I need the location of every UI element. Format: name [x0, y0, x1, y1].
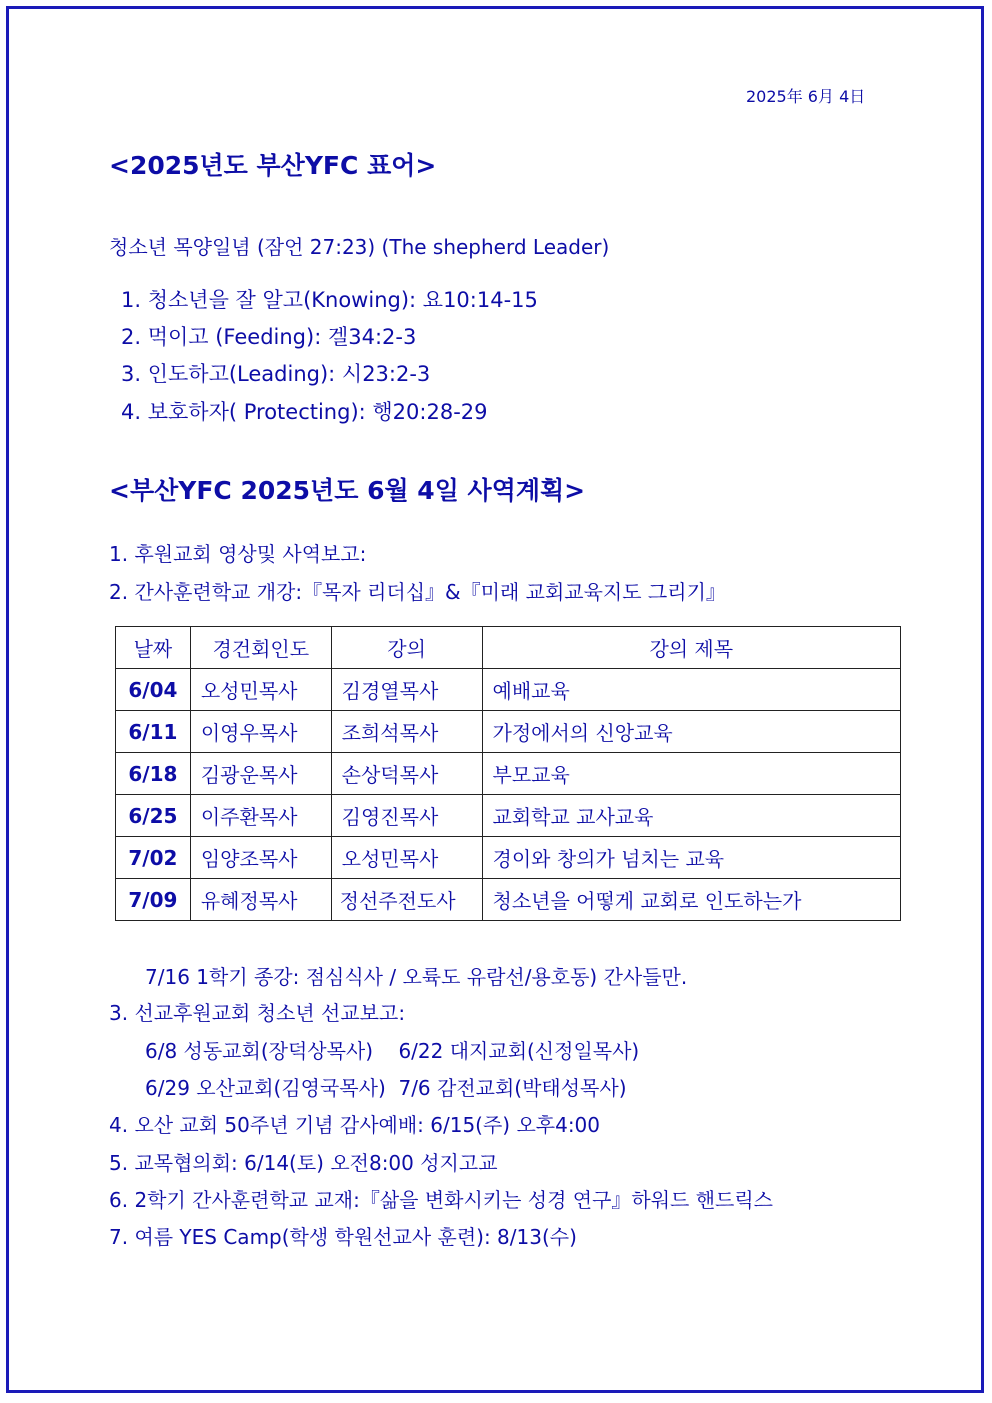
plan-item-7: 7. 여름 YES Camp(학생 학원선교사 훈련): 8/13(수) — [109, 1225, 577, 1249]
row-date: 6/11 — [116, 711, 191, 753]
motto-item-2: 2. 먹이고 (Feeding): 겔34:2-3 — [121, 325, 417, 349]
header-date: 날짜 — [116, 627, 191, 669]
header-lecturer: 강의 — [331, 627, 482, 669]
table-row — [116, 669, 901, 711]
table-header-row — [116, 627, 901, 669]
row-lecturer: 오성민목사 — [331, 837, 482, 879]
header-lecture-title: 강의 제목 — [482, 627, 900, 669]
row-lecturer: 손상덕목사 — [331, 753, 482, 795]
document-date: 2025年 6月 4日 — [746, 87, 866, 106]
plan-title: <부산YFC 2025년도 6월 4일 사역계획> — [109, 476, 586, 505]
plan-item-5: 5. 교목협의회: 6/14(토) 오전8:00 성지고교 — [109, 1151, 498, 1175]
motto-title: <2025년도 부산YFC 표어> — [109, 151, 437, 180]
row-devotion-leader: 이영우목사 — [190, 711, 331, 753]
row-devotion-leader: 유혜정목사 — [190, 879, 331, 921]
row-devotion-leader: 김광운목사 — [190, 753, 331, 795]
row-date: 6/25 — [116, 795, 191, 837]
plan-item-3-line-2: 6/29 오산교회(김영국목사) 7/6 감전교회(박태성목사) — [145, 1076, 627, 1100]
row-lecturer: 김영진목사 — [331, 795, 482, 837]
row-devotion-leader: 오성민목사 — [190, 669, 331, 711]
row-lecture-title: 청소년을 어떻게 교회로 인도하는가 — [482, 879, 900, 921]
row-date: 6/04 — [116, 669, 191, 711]
plan-item-2: 2. 간사훈련학교 개강:『목자 리더십』&『미래 교회교육지도 그리기』 — [109, 580, 726, 604]
table-row — [116, 837, 901, 879]
motto-item-3: 3. 인도하고(Leading): 시23:2-3 — [121, 362, 431, 386]
motto-verse: 청소년 목양일념 (잠언 27:23) (The shepherd Leader) — [109, 235, 610, 259]
row-lecture-title: 경이와 창의가 넘치는 교육 — [482, 837, 900, 879]
row-lecture-title: 예배교육 — [482, 669, 900, 711]
motto-item-4: 4. 보호하자( Protecting): 행20:28-29 — [121, 400, 488, 424]
table-row — [116, 795, 901, 837]
plan-item-3: 3. 선교후원교회 청소년 선교보고: — [109, 1001, 406, 1025]
motto-item-1: 1. 청소년을 잘 알고(Knowing): 요10:14-15 — [121, 288, 538, 312]
table-row — [116, 711, 901, 753]
row-date: 7/09 — [116, 879, 191, 921]
plan-item-6: 6. 2학기 간사훈련학교 교재:『삶을 변화시키는 성경 연구』하워드 핸드릭스 — [109, 1188, 774, 1212]
row-date: 6/18 — [116, 753, 191, 795]
semester-closing-note: 7/16 1학기 종강: 점심식사 / 오륙도 유람선/용호동) 간사들만. — [145, 965, 688, 989]
row-lecture-title: 부모교육 — [482, 753, 900, 795]
schedule-table — [115, 626, 901, 921]
row-devotion-leader: 이주환목사 — [190, 795, 331, 837]
table-row — [116, 753, 901, 795]
plan-item-3-line-1: 6/8 성동교회(장덕상목사) 6/22 대지교회(신정일목사) — [145, 1039, 640, 1063]
header-devotion-leader: 경건회인도 — [190, 627, 331, 669]
row-lecturer: 김경열목사 — [331, 669, 482, 711]
row-lecturer: 조희석목사 — [331, 711, 482, 753]
row-lecture-title: 교회학교 교사교육 — [482, 795, 900, 837]
row-lecturer: 정선주전도사 — [331, 879, 482, 921]
row-devotion-leader: 임양조목사 — [190, 837, 331, 879]
table-row — [116, 879, 901, 921]
plan-item-1: 1. 후원교회 영상및 사역보고: — [109, 542, 367, 566]
row-date: 7/02 — [116, 837, 191, 879]
row-lecture-title: 가정에서의 신앙교육 — [482, 711, 900, 753]
plan-item-4: 4. 오산 교회 50주년 기념 감사예배: 6/15(주) 오후4:00 — [109, 1113, 601, 1137]
